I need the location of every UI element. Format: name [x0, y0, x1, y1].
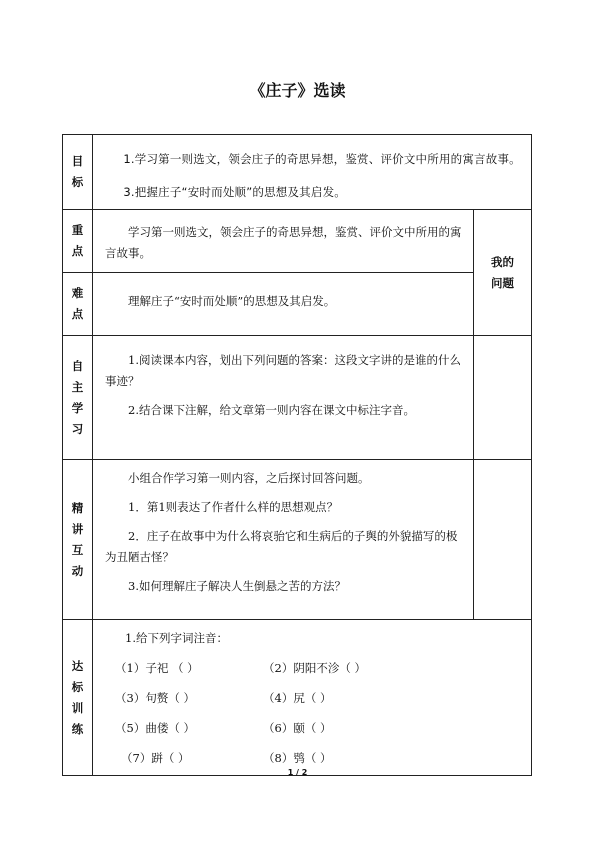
practice-intro: 1.给下列字词注音：	[125, 631, 228, 645]
difficulties-label	[63, 273, 93, 336]
self-study-label-char: 习	[71, 421, 84, 436]
interaction-label	[63, 460, 93, 620]
page-title: 《庄子》选读	[249, 81, 346, 100]
interaction-item: 1．第1则表达了作者什么样的思想观点？	[128, 500, 339, 514]
interaction-row	[63, 460, 532, 620]
page-number: 1 / 2	[287, 768, 308, 777]
pinyin-row	[105, 748, 521, 769]
pinyin-row	[105, 658, 521, 679]
difficulties-label-char: 难	[71, 286, 84, 300]
goals-label	[63, 135, 93, 210]
goals-label-char: 目	[71, 154, 84, 168]
self-study-side	[473, 336, 531, 460]
self-study-label-char: 自	[71, 358, 84, 373]
lesson-table	[62, 134, 532, 776]
interaction-label-char: 动	[71, 563, 84, 578]
key-points-row	[63, 210, 532, 273]
pinyin-blank: （2）阴阳不沴（ ）	[263, 661, 366, 675]
practice-label-char: 达	[71, 658, 84, 673]
goals-content	[93, 135, 532, 210]
self-study-label	[63, 336, 93, 460]
practice-label-char: 训	[71, 700, 84, 715]
pinyin-blank: （3）句赘（ ）	[115, 691, 195, 705]
interaction-item: 3.如何理解庄子解决人生倒悬之苦的方法？	[128, 579, 346, 593]
key-points-text: 学习第一则选文，领会庄子的奇思异想，鉴赏、评价文中所用的寓言故事。	[105, 225, 462, 260]
interaction-label-char: 讲	[71, 521, 84, 536]
difficulties-row	[63, 273, 532, 336]
my-questions-label: 问题	[490, 275, 514, 290]
my-questions-cell	[473, 210, 531, 336]
practice-label	[63, 620, 93, 776]
self-study-item: 1.阅读课本内容，划出下列问题的答案：这段文字讲的是谁的什么事迹？	[105, 353, 461, 388]
interaction-label-char: 互	[71, 542, 84, 557]
pinyin-blank: （6）颐（ ）	[263, 721, 332, 735]
pinyin-row	[105, 718, 521, 739]
pinyin-blank: （7）跰（ ）	[121, 751, 190, 765]
key-points-content	[93, 210, 474, 273]
practice-content	[93, 620, 532, 776]
key-points-label	[63, 210, 93, 273]
goals-label-char: 标	[71, 175, 84, 189]
key-points-label-char: 点	[71, 244, 84, 258]
pinyin-blank: （4）尻（ ）	[263, 691, 332, 705]
pinyin-blank: （8）鸮（ ）	[263, 751, 332, 765]
interaction-item: 2．庄子在故事中为什么将哀骀它和生病后的子舆的外貌描写的极为丑陋古怪？	[105, 529, 458, 564]
self-study-item: 2.结合课下注解，给文章第一则内容在课文中标注字音。	[128, 403, 415, 417]
practice-label-char: 标	[71, 679, 84, 694]
practice-label-char: 练	[71, 721, 84, 736]
self-study-label-char: 学	[71, 400, 84, 415]
interaction-item: 小组合作学习第一则内容，之后探讨回答问题。	[128, 471, 370, 485]
difficulties-label-char: 点	[71, 307, 84, 321]
pinyin-blank: （1）子祀 （ ）	[115, 661, 199, 675]
self-study-row	[63, 336, 532, 460]
goal-item: 3.把握庄子“安时而处顺”的思想及其启发。	[123, 185, 346, 199]
self-study-content	[93, 336, 474, 460]
pinyin-blank: （5）曲偻（ ）	[115, 721, 195, 735]
interaction-content	[93, 460, 474, 620]
key-points-label-char: 重	[71, 223, 84, 237]
difficulties-content	[93, 273, 474, 336]
practice-row	[63, 620, 532, 776]
interaction-label-char: 精	[71, 500, 84, 515]
self-study-label-char: 主	[71, 379, 84, 394]
pinyin-row	[105, 688, 521, 709]
goal-item: 1.学习第一则选文，领会庄子的奇思异想，鉴赏、评价文中所用的寓言故事。	[123, 152, 521, 166]
difficulties-text: 理解庄子“安时而处顺”的思想及其启发。	[128, 294, 336, 308]
goals-row	[63, 135, 532, 210]
my-questions-label: 我的	[490, 254, 514, 269]
interaction-side	[473, 460, 531, 620]
